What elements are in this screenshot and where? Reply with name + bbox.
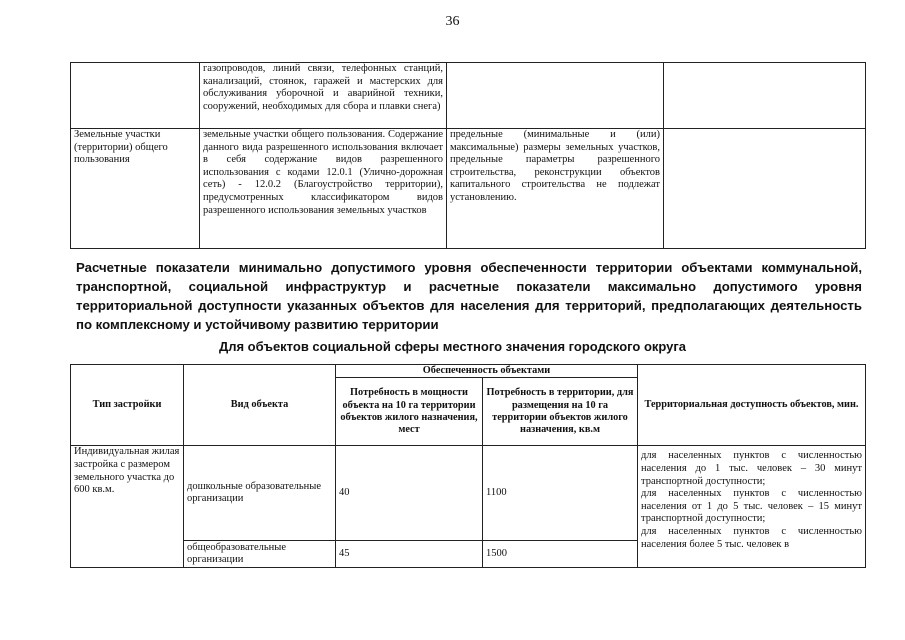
table-cell (71, 63, 200, 129)
section-subheading: Для объектов социальной сферы местного значения городского округа (218, 339, 687, 354)
header-build-type: Тип застройки (71, 365, 184, 446)
table-cell: предельные (минимальные и (или) максимальные) размеры земельных участков, предельные параметры разрешенного строительства, реконструкции объектов капитального строительства не подлежат установлению. (447, 129, 664, 249)
table-cell: Земельные участки (территории) общего пользования (71, 129, 200, 249)
capacity-cell: 45 (336, 541, 483, 568)
table-row (71, 63, 866, 129)
header-object-type: Вид объекта (184, 365, 336, 446)
table-cell (447, 63, 664, 129)
table-cell: газопроводов, линий связи, телефонных станций, канализаций, стоянок, гаражей и мастерских для обслуживания уборочной и аварийной техники, сооружений, необходимых для сбора и плавки снега) (200, 63, 447, 129)
table-row (71, 129, 866, 249)
access-cell: для населенных пунктов с численностью населения до 1 тыс. человек – 30 минут транспортной доступности; для населенных пунктов с численностью населения от 1 до 5 тыс. человек – 15 минут транспортной доступности; для населенных пунктов с численностью населения более 5 тыс. человек в (638, 446, 866, 568)
header-supply-group: Обеспеченность объектами (336, 365, 638, 378)
land-use-table (70, 62, 866, 249)
capacity-cell: 40 (336, 446, 483, 541)
header-need-area: Потребность в территории, для размещения на 10 га территории объектов жилого назначения, кв.м (483, 378, 638, 446)
table-cell (664, 63, 866, 129)
object-cell: дошкольные образовательные организации (184, 446, 336, 541)
section-heading: Расчетные показатели минимально допустимого уровня обеспеченности территории объектами коммунальной, транспортной, социальной инфраструктур и расчетные показатели максимально допустимого уровня территориальной доступности указанных объектов для населения для территорий, предполагающих деятельность по комплексному и устойчивому развитию территории (76, 260, 862, 332)
area-cell: 1500 (483, 541, 638, 568)
page-number: 36 (445, 14, 460, 29)
social-facilities-table (70, 364, 866, 568)
header-need-capacity: Потребность в мощности объекта на 10 га территории объектов жилого назначения, мест (336, 378, 483, 446)
table-row (71, 446, 866, 541)
table-cell (664, 129, 866, 249)
header-access: Территориальная доступность объектов, мин. (638, 365, 866, 446)
build-type-cell: Индивидуальная жилая застройка с размером земельного участка до 600 кв.м. (71, 446, 184, 568)
table-header-row (71, 365, 866, 378)
area-cell: 1100 (483, 446, 638, 541)
table-cell: земельные участки общего пользования. Содержание данного вида разрешенного использования включает в себя содержание видов разрешенного использования с кодами 12.0.1 (Улично-дорожная сеть) - 12.0.2 (Благоустройство территории), предусмотренных классификатором видов разрешенного использования земельных участков (200, 129, 447, 249)
object-cell: общеобразовательные организации (184, 541, 336, 568)
